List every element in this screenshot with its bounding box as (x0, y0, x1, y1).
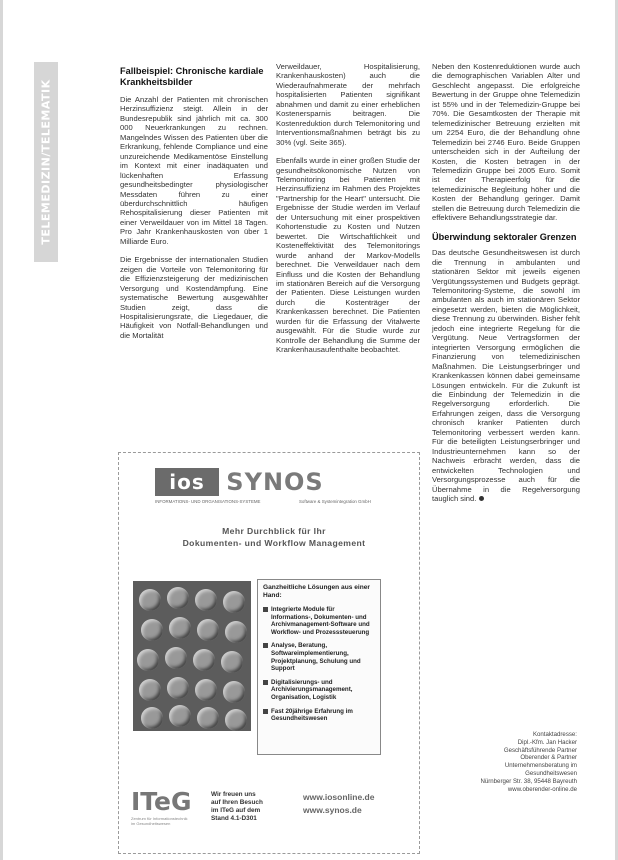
contact-role: Geschäftsführende Partner (503, 746, 577, 754)
keyboard-key-icon (223, 681, 245, 703)
contact-signature (455, 731, 577, 793)
paragraph: Die Anzahl der Patienten mit chronischen Herzinsuffizienz steigt. Allein in der Bundesrepublik sind jährlich mit ca. 300 000 Neuerkrankungen zu rechnen. Mangelndes Wissen des Patienten über die Erkrankung, fehlende Compliance und eine unzureichende Medikamentöse Einstellung im Kontext mit einer inadäquaten und lückenhaften Erfassung gesundheitsbedingter physiologischer Messdaten führen zu einer überdurchschnittlich häufigen Rehospitalisierung dieser Patienten mit einer Verweildauer von im Mittel 18 Tagen. Pro Jahr Krankenhauskosten von über 1 Milliarde Euro. (120, 95, 268, 246)
keyboard-key-icon (139, 589, 161, 611)
ios-logo: ios (155, 468, 219, 496)
paragraph-final (432, 248, 580, 503)
section-tab-label: TELEMEDIZIN/TELEMATIK (39, 79, 53, 245)
paragraph: Ebenfalls wurde in einer großen Studie der gesundheitsökonomische Nutzen von Telemonitoring bei Patienten mit Herzinsuffizienz im Rahmen des Projektes "Partnership for the Heart" untersucht. Die Ergebnisse der Studie werden im Verlauf der Untersuchung mit einer prospektiven Kohortenstudie zu Kosten und Nutzen bewertet. Die Wirtschaftlichkeit und Kosteneffektivität des Telemonitorings wurde anhand der Markov-Modells berechnet. Die Verweildauer nach dem Einfluss und die Kosten der Behandlung im stationären Bereich auf die Versorgung der Patienten. Diese Leistungen wurden durch die Kostenträger der Krankenkassen berechnet. Die Patienten wurden für die Erfassung der Vitalwerte ausgewählt. Für die Studie wurde zur Kontrolle der Behandlung die Summe der Krankenhausaufenthalte beobachtet. (276, 156, 420, 355)
keyboard-key-icon (221, 651, 243, 673)
paragraph: Verweildauer, Hospitalisierung, Krankenhauskosten) auch die Wiederaufnahmerate der mehrfach hospitalisierten Patienten signifikant abnahmen und damit zu einer erheblichen Kostenersparnis beitragen. Die Kostenreduktion durch Telemonitoring und Interventionsmaßnahmen beträgt bis zu 30% (vgl. Seite 365). (276, 62, 420, 147)
keyboard-key-icon (193, 649, 215, 671)
section-heading-case-study: Fallbeispiel: Chronische kardiale Krankheitsbilder (120, 66, 264, 87)
solutions-box (257, 579, 381, 755)
scan-edge-left (0, 0, 3, 860)
advertisement (118, 452, 420, 854)
article-column-2 (276, 62, 420, 364)
keyboard-key-icon (137, 649, 159, 671)
keyboard-key-icon (141, 707, 163, 729)
end-of-article-mark (479, 496, 484, 501)
ad-logo-row (155, 468, 324, 496)
solution-item: Integrierte Module für Informations-, Dokumenten- und Archivmanagement-Software und Workflow- und Prozesssteuerung (263, 606, 375, 636)
contact-company: Oberender & Partner (520, 754, 577, 762)
keyboard-key-icon (165, 647, 187, 669)
ad-headline-line-1: Mehr Durchblick für Ihr (222, 526, 326, 536)
keyboard-key-icon (139, 679, 161, 701)
paragraph-text: Das deutsche Gesundheitswesen ist durch die Trennung in ambulanten und stationären Sektor mit jeweils eigenen Vergütungssystemen und Budgets geprägt. Telemonitoring-Systeme, die sowohl im ambulanten als auch im stationären Sektor eingesetzt werden, bieten die Möglichkeit, diese Trennung zu überwinden. Bisher fehlt jedoch eine integrierte Regelung für die Vergütung. Neue Vertragsformen der integrierten Versorgung ermöglichen die Finanzierung von telemedizinischen Maßnahmen. Die Leistungserbringer und Krankenkassen können dabei gemeinsame Lösungen entwickeln. Für die Zukunft ist die Einbindung der Telemedizin in die Regelversorgung erforderlich. Die Erfahrungen zeigen, dass die Versorgung chronisch kranker Patienten durch Telemonitoring verbessert werden kann. Für die beteiligten Leistungserbringer und Industrieunternehmen kann so der Nachweis erbracht werden, dass die entwickelten Technologien und Versorgungsprozesse auch für die Übernahme in die Regelversorgung tauglich sind. (432, 248, 580, 503)
paragraph: Neben den Kostenreduktionen wurde auch die demographischen Variablen Alter und Geschlecht angepasst. Die erfolgreiche Bewertung in der Gruppe ohne Telemedizin ist 55% und in der Telemedizin-Gruppe bei 70%. Die Gesamtkosten der Therapie mit telemedizinischer Betreuung erzielten mit um 2254 Euro, die der Behandlung ohne Telemedizin bei 2746 Euro. Beide Gruppen unterscheiden sich in der Aufteilung der Kosten, die Kosten betragen in der Telemedizin Gruppe bei 2005 Euro. Somit ist der Therapieerfolg für die telemedizinische Begleitung höher und die Kosten der Behandlung geringer. Damit stellen die Betreuung durch Telemedizin die effektivere Behandlungsstrategie dar. (432, 62, 580, 223)
ad-headline-line-2: Dokumenten- und Workflow Management (182, 538, 366, 548)
keyboard-key-icon (197, 619, 219, 641)
keyboard-key-icon (141, 619, 163, 641)
section-heading-sectoral-borders: Überwindung sektoraler Grenzen (432, 231, 577, 242)
paragraph: Die Ergebnisse der internationalen Studien zeigen die Vorteile von Telemonitoring für die Effizienzsteigerung der medizinischen Versorgung und Kostendämpfung. Eine systematische Bewertung ausgewählter Studien zeigt, dass die Hospitalisierungsrate, die Liegedauer, die Häufigkeit von Notfall-Behandlungen und die Mortalität (120, 255, 268, 340)
solution-item: Fast 20jährige Erfahrung im Gesundheitswesen (263, 708, 375, 723)
article-column-3 (432, 62, 580, 512)
synos-url-link[interactable]: www.synos.de (303, 805, 362, 815)
contact-label: Kontaktadresse: (532, 731, 577, 738)
bullet-square-icon (263, 607, 268, 612)
iteg-logo (131, 787, 191, 826)
ios-logo-subtitle: INFORMATIONS- UND ORGANISATIONS-SYSTEME (155, 499, 261, 504)
keyboard-key-icon (225, 621, 247, 643)
keyboard-key-icon (169, 705, 191, 727)
contact-web: www.oberender-online.de (507, 785, 577, 793)
bullet-square-icon (263, 709, 268, 714)
keyboard-key-icon (195, 589, 217, 611)
fair-visit-note: Wir freuen uns auf Ihren Besuch im ITeG auf dem Stand 4.1-D301 (211, 791, 263, 822)
solutions-intro: Ganzheitliche Lösungen aus einer Hand: (263, 584, 370, 599)
keyboard-key-icon (167, 677, 189, 699)
bullet-square-icon (263, 680, 268, 685)
contact-address: Nürnberger Str. 38, 95448 Bayreuth (480, 777, 577, 785)
keyboard-photo (133, 581, 251, 731)
article-column-1 (120, 66, 268, 349)
solution-item: Analyse, Beratung, Softwareimplementierung, Projektplanung, Schulung und Support (263, 642, 375, 672)
keyboard-key-icon (223, 591, 245, 613)
iteg-logo-subtitle: Zentrum für Informationstechnik im Gesundheitswesen (131, 816, 188, 826)
ad-headline (159, 525, 389, 549)
ad-urls (303, 791, 374, 817)
solution-item: Digitalisierungs- und Archivierungsmanagement, Organisation, Logistik (263, 679, 375, 702)
bullet-square-icon (263, 643, 268, 648)
keyboard-key-icon (169, 617, 191, 639)
contact-name: Dipl.-Kfm. Jan Hacker (517, 738, 577, 746)
keyboard-key-icon (195, 679, 217, 701)
keyboard-key-icon (167, 587, 189, 609)
keyboard-key-icon (225, 709, 247, 731)
keyboard-key-icon (197, 707, 219, 729)
contact-company-desc: Unternehmensberatung im Gesundheitswesen (504, 762, 577, 777)
ios-url-link[interactable]: www.iosonline.de (303, 792, 375, 802)
section-tab (34, 62, 58, 262)
synos-logo: SYNOS (226, 468, 324, 496)
iteg-logo-word: ITeG (131, 787, 192, 816)
synos-logo-subtitle: Software & Systemintegration GmbH (299, 499, 371, 504)
